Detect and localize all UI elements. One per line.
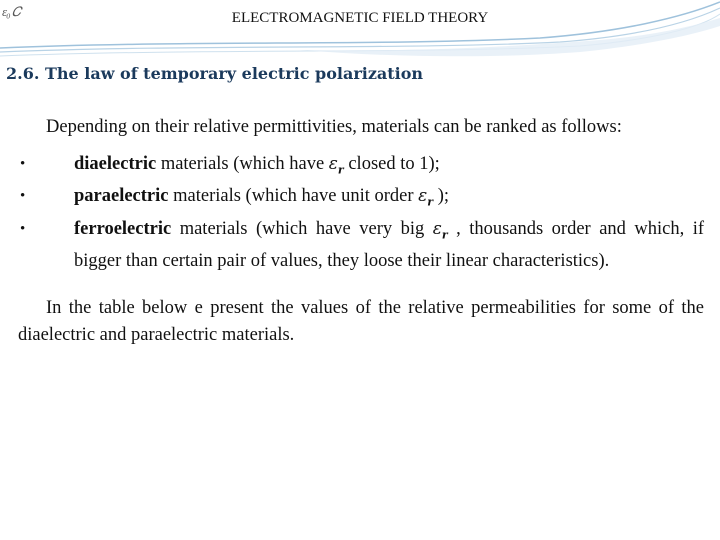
text: closed to 1);	[343, 154, 440, 174]
material-list	[18, 151, 704, 275]
text: , thousands order and which, if bigger than certain pair of values, they loose their linear characteristics).	[74, 218, 704, 272]
text: materials (which have very big	[171, 218, 433, 239]
bullet-icon: •	[20, 220, 26, 237]
list-item-ferroelectric	[18, 216, 704, 275]
text: materials (which have unit order	[168, 186, 419, 207]
list-item-diaelectric	[18, 151, 704, 183]
term: diaelectric	[74, 154, 157, 174]
epsilon-symbol: $\varepsilon_r$	[432, 218, 448, 242]
text: );	[433, 186, 450, 207]
text: materials (which have	[156, 154, 329, 174]
corner-symbol: ε₀ 𝐶	[2, 4, 21, 19]
term: paraelectric	[74, 186, 169, 207]
closing-paragraph: In the table below e present the values of the relative permeabilities for some of the diaelectric and paraelectric materials.	[18, 298, 704, 346]
intro-paragraph: Depending on their relative permittivities, materials can be ranked as follows:	[46, 117, 622, 137]
list-item-paraelectric	[18, 183, 704, 215]
bullet-icon: •	[20, 188, 26, 205]
term: ferroelectric	[74, 218, 172, 239]
bullet-icon: •	[20, 156, 26, 172]
section-title: 2.6. The law of temporary electric polarization	[6, 64, 424, 83]
slide-body	[18, 114, 704, 349]
header-title: ELECTROMAGNETIC FIELD THEORY	[231, 10, 489, 26]
epsilon-symbol: $\varepsilon_r$	[328, 154, 344, 177]
epsilon-symbol: $\varepsilon_r$	[418, 186, 434, 209]
